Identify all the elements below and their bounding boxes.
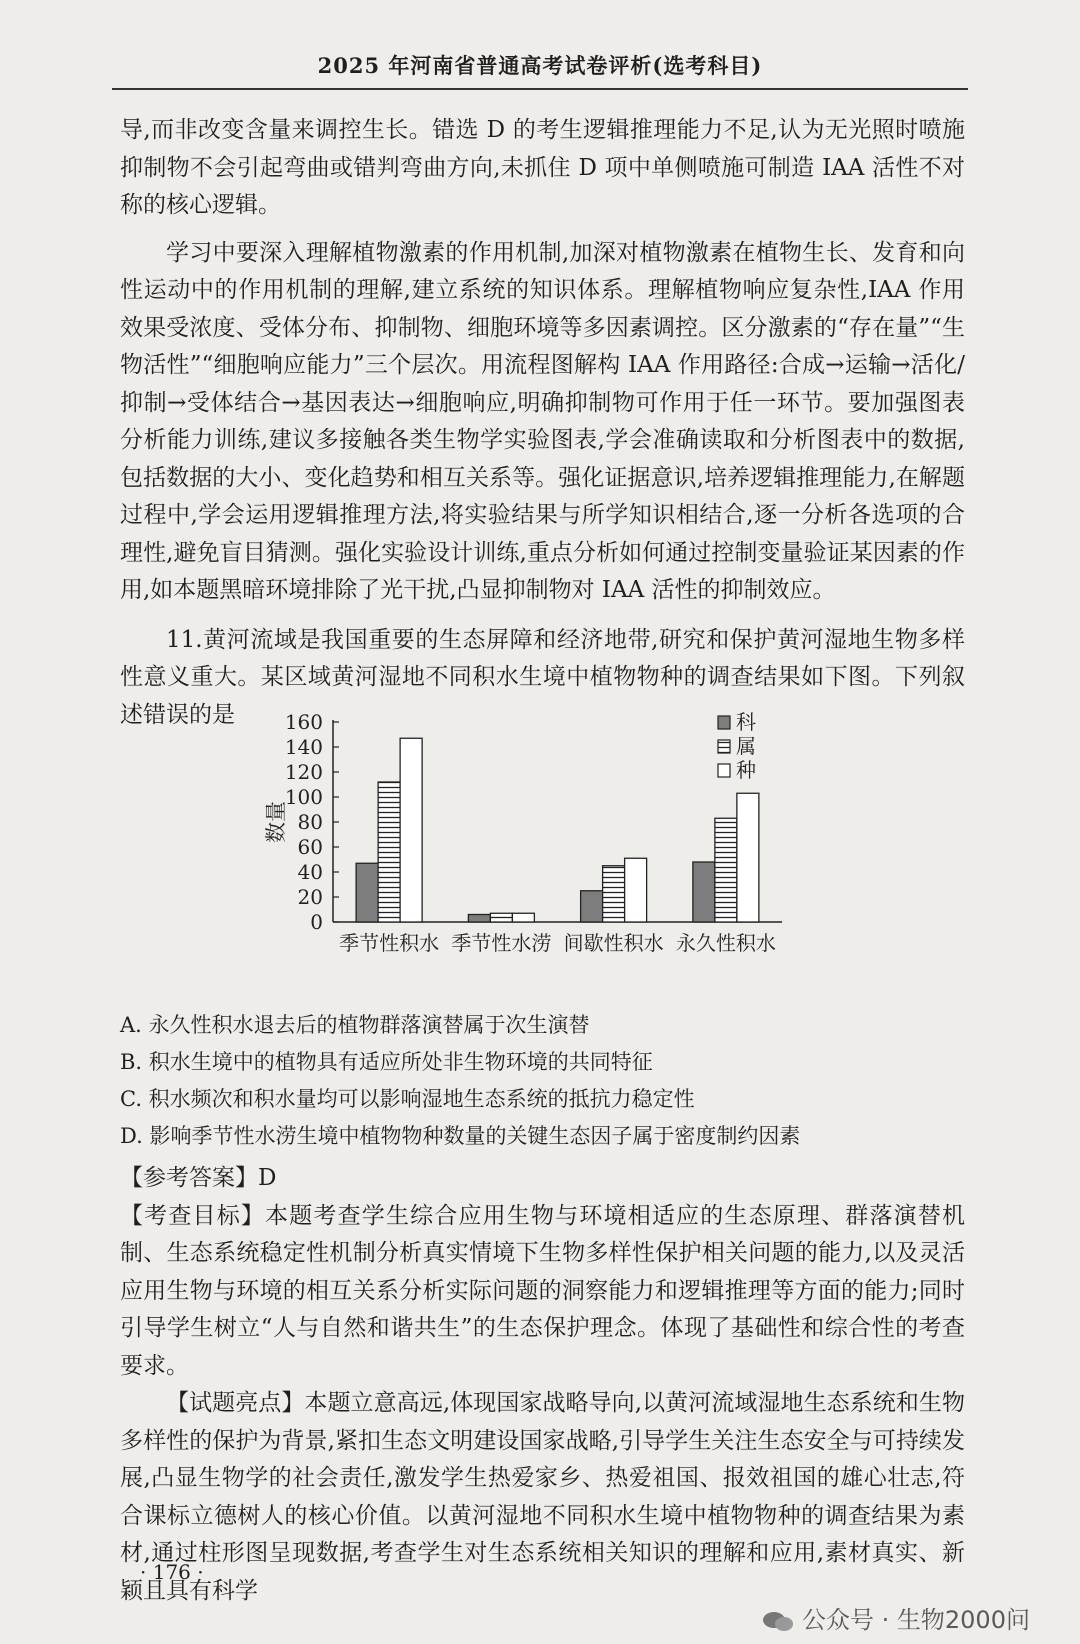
question-highlight: 【试题亮点】本题立意高远,体现国家战略导向,以黄河流域湿地生态系统和生物多样性的保护为背景,紧扣生态文明建设国家战略,引导学生关注生态安全与可持续发展,凸显生物学的社会责任,激发学生热爱家乡、热爱祖国、报效祖国的雄心壮志,符合课标立德树人的核心价值。以黄河湿地不同积水生境中植物物种的调查结果为素材,通过柱形图呈现数据,考查学生对生态系统相关知识的理解和应用,素材真实、新颖且具有科学 — [120, 1390, 965, 1604]
question-11-stem: 11.黄河流域是我国重要的生态屏障和经济地带,研究和保护黄河湿地生物多样性意义重大。某区域黄河湿地不同积水生境中植物物种的调查结果如下图。下列叙述错误的是 — [120, 626, 965, 728]
option-d: D. 影响季节性水涝生境中植物物种数量的关键生态因子属于密度制约因素 — [120, 1124, 801, 1148]
y-tick-label: 100 — [284, 785, 323, 809]
legend-label: 属 — [736, 734, 756, 758]
legend-label: 种 — [736, 758, 756, 782]
y-tick-label: 0 — [310, 910, 323, 934]
paragraph-study-advice: 学习中要深入理解植物激素的作用机制,加深对植物激素在植物生长、发育和向性运动中的作用机制的理解,建立系统的知识体系。理解植物响应复杂性,IAA 作用效果受浓度、受体分布、抑制物、细胞环境等多因素调控。区分激素的“存在量”“生物活性”“细胞响应能力”三个层次。用流程图解构 IAA 作用路径:合成→运输→活化/抑制→受体结合→基因表达→细胞响应,明确抑制物可作用于任一环节。要加强图表分析能力训练,建议多接触各类生物学实验图表,学会准确读取和分析图表中的数据,包括数据的大小、变化趋势和相互关系等。强化证据意识,培养逻辑推理能力,在解题过程中,学会运用逻辑推理方法,将实验结果与所学知识相结合,逐一分析各选项的合理性,避免盲目猜测。强化实验设计训练,重点分析如何通过控制变量验证某因素的作用,如本题黑暗环境排除了光干扰,凸显抑制物对 IAA 活性的抑制效应。 — [120, 239, 965, 603]
bar-属 — [490, 913, 512, 922]
bar-科 — [356, 863, 378, 922]
bar-属 — [603, 866, 625, 922]
page-number: · 176 · — [140, 1560, 204, 1584]
options-block — [120, 1007, 965, 1155]
y-axis-label: 数量 — [264, 801, 288, 843]
y-tick-label: 80 — [297, 810, 323, 834]
paragraph-continuation: 导,而非改变含量来调控生长。错选 D 的考生逻辑推理能力不足,认为无光照时喷施抑制物不会引起弯曲或错判弯曲方向,未抓住 D 项中单侧喷施可制造 IAA 活性不对称的核心逻辑。 — [120, 117, 965, 218]
y-tick-label: 60 — [297, 835, 323, 859]
watermark — [762, 1600, 1030, 1635]
wechat-icon — [762, 1610, 794, 1632]
x-tick-label: 永久性积水 — [675, 931, 776, 955]
bar-种 — [737, 793, 759, 922]
legend-swatch-种 — [718, 764, 730, 777]
bar-科 — [693, 862, 715, 922]
legend-swatch-属 — [718, 740, 730, 753]
bar-种 — [512, 913, 534, 922]
bar-属 — [715, 818, 737, 922]
bar-种 — [625, 858, 647, 922]
bar-种 — [400, 738, 422, 922]
watermark-text: 公众号 · 生物2000问 — [802, 1606, 1030, 1634]
legend-swatch-科 — [718, 716, 730, 729]
y-tick-label: 140 — [284, 735, 323, 759]
x-tick-label: 季节性积水 — [339, 931, 440, 955]
exam-objective: 【考查目标】本题考查学生综合应用生物与环境相适应的生态原理、群落演替机制、生态系统稳定性机制分析真实情境下生物多样性保护相关问题的能力,以及灵活应用生物与环境的相互关系分析实际问题的洞察能力和逻辑推理等方面的能力;同时引导学生树立“人与自然和谐共生”的生态保护理念。体现了基础性和综合性的考查要求。 — [120, 1202, 965, 1379]
bar-属 — [378, 782, 400, 922]
y-tick-label: 20 — [297, 885, 323, 909]
y-tick-label: 160 — [284, 710, 323, 734]
y-tick-label: 40 — [297, 860, 323, 884]
legend-label: 科 — [736, 710, 756, 734]
y-tick-label: 120 — [284, 760, 323, 784]
running-header: 2025 年河南省普通高考试卷评析(选考科目) — [317, 53, 763, 78]
x-tick-label: 季节性水涝 — [451, 931, 552, 955]
option-b: B. 积水生境中的植物具有适应所处非生物环境的共同特征 — [120, 1050, 653, 1074]
answer-block — [120, 1160, 965, 1610]
x-tick-label: 间歇性积水 — [563, 931, 664, 955]
reference-answer: 【参考答案】D — [120, 1165, 277, 1191]
bar-科 — [581, 891, 603, 922]
option-a: A. 永久性积水退去后的植物群落演替属于次生演替 — [120, 1013, 590, 1037]
bar-科 — [468, 915, 490, 923]
option-c: C. 积水频次和积水量均可以影响湿地生态系统的抵抗力稳定性 — [120, 1087, 695, 1111]
